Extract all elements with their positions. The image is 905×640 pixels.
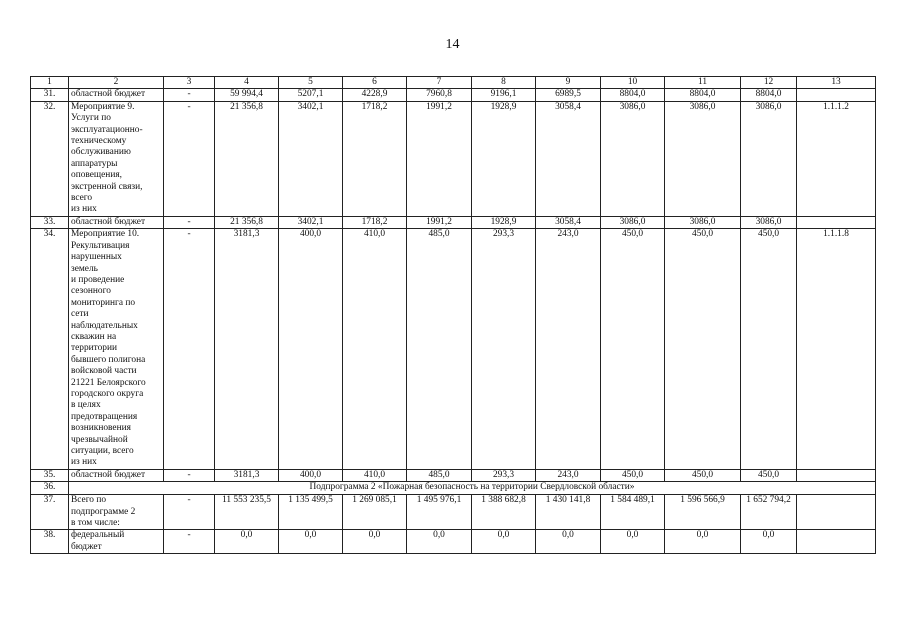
table-row [31, 530, 876, 554]
value-cell: 1 495 976,1 [407, 495, 472, 530]
row-number: 34. [31, 229, 69, 470]
column-header: 13 [797, 77, 876, 89]
value-cell: 3086,0 [665, 101, 741, 216]
value-cell: 243,0 [536, 229, 601, 470]
value-cell: 1 652 794,2 [741, 495, 797, 530]
value-cell: 1 269 085,1 [343, 495, 407, 530]
table-row [31, 101, 876, 216]
value-cell: 59 994,4 [215, 89, 279, 101]
row-number: 32. [31, 101, 69, 216]
value-cell: 8804,0 [601, 89, 665, 101]
value-cell: 485,0 [407, 469, 472, 481]
row-number: 35. [31, 469, 69, 481]
value-cell: 3181,3 [215, 229, 279, 470]
value-cell: 5207,1 [279, 89, 343, 101]
value-cell: 4228,9 [343, 89, 407, 101]
value-cell: 1 584 489,1 [601, 495, 665, 530]
value-cell: 3086,0 [601, 101, 665, 216]
row-source-dash: - [164, 469, 215, 481]
value-cell: 3058,4 [536, 101, 601, 216]
row-number: 31. [31, 89, 69, 101]
table-row [31, 495, 876, 530]
value-cell: 3086,0 [601, 216, 665, 228]
column-header: 10 [601, 77, 665, 89]
target-indicator-ref: 1.1.1.2 [797, 101, 876, 216]
table-row [31, 469, 876, 481]
column-header: 3 [164, 77, 215, 89]
column-header: 2 [69, 77, 164, 89]
value-cell: 0,0 [536, 530, 601, 554]
value-cell: 1991,2 [407, 101, 472, 216]
value-cell: 410,0 [343, 469, 407, 481]
value-cell: 0,0 [665, 530, 741, 554]
value-cell: 0,0 [215, 530, 279, 554]
value-cell: 485,0 [407, 229, 472, 470]
value-cell: 293,3 [472, 229, 536, 470]
value-cell: 1928,9 [472, 216, 536, 228]
row-name: Всего по подпрограмме 2 в том числе: [69, 495, 164, 530]
value-cell: 1 430 141,8 [536, 495, 601, 530]
value-cell: 21 356,8 [215, 101, 279, 216]
value-cell: 8804,0 [665, 89, 741, 101]
value-cell: 11 553 235,5 [215, 495, 279, 530]
target-indicator-ref [797, 495, 876, 530]
value-cell: 3402,1 [279, 216, 343, 228]
row-source-dash: - [164, 101, 215, 216]
value-cell: 1991,2 [407, 216, 472, 228]
value-cell: 0,0 [407, 530, 472, 554]
value-cell: 450,0 [741, 229, 797, 470]
row-source-dash: - [164, 530, 215, 554]
value-cell: 243,0 [536, 469, 601, 481]
value-cell: 1718,2 [343, 216, 407, 228]
row-name: федеральный бюджет [69, 530, 164, 554]
value-cell: 3402,1 [279, 101, 343, 216]
value-cell: 1 135 499,5 [279, 495, 343, 530]
section-title: Подпрограмма 2 «Пожарная безопасность на территории Свердловской области» [69, 482, 876, 495]
column-header: 11 [665, 77, 741, 89]
column-header: 6 [343, 77, 407, 89]
value-cell: 0,0 [279, 530, 343, 554]
row-source-dash: - [164, 495, 215, 530]
column-header: 12 [741, 77, 797, 89]
target-indicator-ref [797, 530, 876, 554]
column-header: 5 [279, 77, 343, 89]
column-header: 9 [536, 77, 601, 89]
row-name: Мероприятие 9. Услуги по эксплуатационно- техническому обслуживанию аппаратуры оповещения, экстренной связи, всего из них [69, 101, 164, 216]
row-source-dash: - [164, 89, 215, 101]
value-cell: 0,0 [741, 530, 797, 554]
row-number: 37. [31, 495, 69, 530]
target-indicator-ref [797, 89, 876, 101]
row-number: 36. [31, 482, 69, 495]
value-cell: 3086,0 [665, 216, 741, 228]
value-cell: 7960,8 [407, 89, 472, 101]
value-cell: 1 596 566,9 [665, 495, 741, 530]
value-cell: 400,0 [279, 229, 343, 470]
value-cell: 450,0 [601, 469, 665, 481]
target-indicator-ref [797, 216, 876, 228]
column-header: 4 [215, 77, 279, 89]
value-cell: 6989,5 [536, 89, 601, 101]
table-row [31, 229, 876, 470]
page-number: 14 [445, 37, 460, 52]
table-row [31, 482, 876, 495]
row-name: областной бюджет [69, 216, 164, 228]
value-cell: 3058,4 [536, 216, 601, 228]
value-cell: 410,0 [343, 229, 407, 470]
value-cell: 1718,2 [343, 101, 407, 216]
column-header: 8 [472, 77, 536, 89]
value-cell: 293,3 [472, 469, 536, 481]
row-source-dash: - [164, 229, 215, 470]
value-cell: 3086,0 [741, 216, 797, 228]
target-indicator-ref: 1.1.1.8 [797, 229, 876, 470]
value-cell: 3181,3 [215, 469, 279, 481]
program-budget-table [30, 76, 876, 554]
value-cell: 1 388 682,8 [472, 495, 536, 530]
value-cell: 0,0 [343, 530, 407, 554]
target-indicator-ref [797, 469, 876, 481]
column-header: 1 [31, 77, 69, 89]
table-row [31, 89, 876, 101]
column-number-header-row [31, 77, 876, 89]
row-name: областной бюджет [69, 89, 164, 101]
value-cell: 0,0 [472, 530, 536, 554]
value-cell: 0,0 [601, 530, 665, 554]
row-number: 38. [31, 530, 69, 554]
value-cell: 450,0 [741, 469, 797, 481]
value-cell: 450,0 [601, 229, 665, 470]
value-cell: 3086,0 [741, 101, 797, 216]
row-source-dash: - [164, 216, 215, 228]
table-row [31, 216, 876, 228]
value-cell: 400,0 [279, 469, 343, 481]
row-number: 33. [31, 216, 69, 228]
row-name: областной бюджет [69, 469, 164, 481]
value-cell: 450,0 [665, 469, 741, 481]
row-name: Мероприятие 10. Рекультивация нарушенных земель и проведение сезонного мониторинга по сети наблюдательных скважин на территории бывшего полигона войсковой части 21221 Белоярского городского округа в целях предотвращения возникновения чрезвычайной ситуации, всего из них [69, 229, 164, 470]
value-cell: 21 356,8 [215, 216, 279, 228]
value-cell: 9196,1 [472, 89, 536, 101]
value-cell: 8804,0 [741, 89, 797, 101]
value-cell: 1928,9 [472, 101, 536, 216]
value-cell: 450,0 [665, 229, 741, 470]
column-header: 7 [407, 77, 472, 89]
